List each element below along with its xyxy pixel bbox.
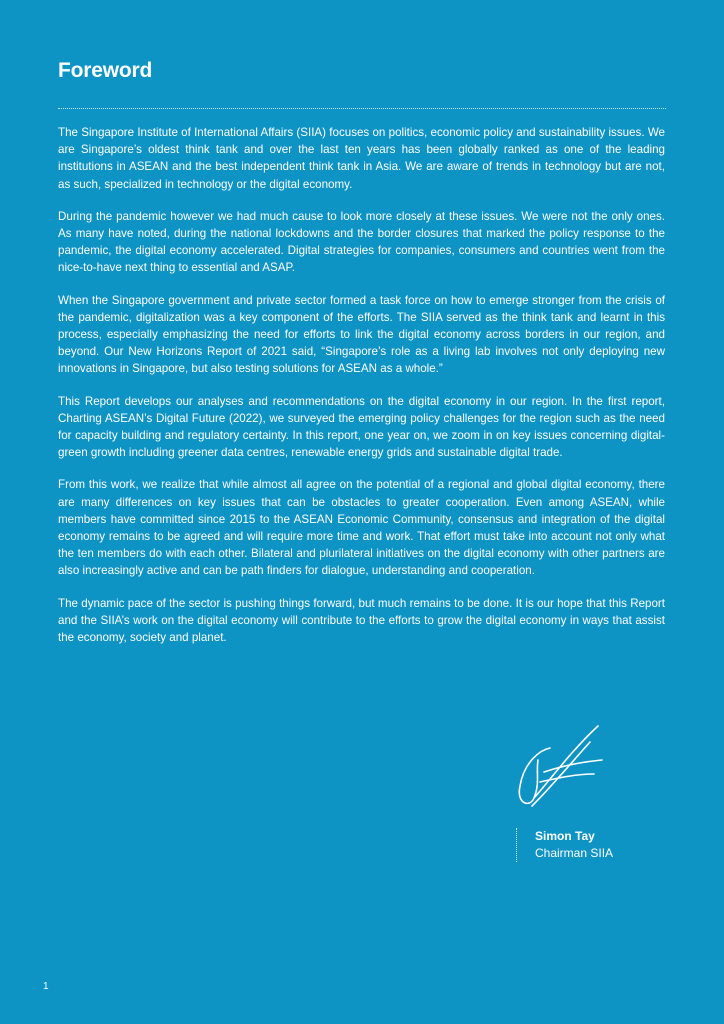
page-title: Foreword [58,59,153,82]
page-number: 1 [43,981,49,992]
paragraph: From this work, we realize that while almost all agree on the potential of a regional and global digital economy, there are many differences on key issues that can be obstacles to greater cooperation. Even among ASEAN, while members have committed since 2015 to the ASEAN Economic Community, consensus and integration of the digital economy remains to be agreed and will require more time and work. That effort must take into account not only what the ten members do with each other. Bilateral and plurilateral initiatives on the digital economy with other partners are also increasingly active and can be path finders for dialogue, understanding and cooperation. [58,478,665,578]
handwritten-signature [510,720,610,820]
signature-block [516,828,613,862]
signature-stroke [519,748,550,803]
paragraph: This Report develops our analyses and recommendations on the digital economy in our region. In the first report, Charting ASEAN’s Digital Future (2022), we surveyed the emerging policy challenges for the region such as the need for capacity building and regulatory certainty. In this report, one year on, we zoom in on key issues concerning digital-green growth including greener data centres, renewable energy grids and sustainable digital trade. [58,394,665,460]
signatory-name: Simon Tay [535,829,595,843]
signatory-title: Chairman SIIA [535,846,614,860]
paragraph: When the Singapore government and private sector formed a task force on how to emerge stronger from the crisis of the pandemic, digitalization was a key component of the efforts. The SIIA served as the think tank and learnt in this process, especially emphasizing the need for efforts to link the digital economy across borders in our region, and beyond. Our New Horizons Report of 2021 said, “Singapore’s role as a living lab involves not only deploying new innovations in Singapore, but also testing solutions for ASEAN as a whole.” [58,293,665,376]
signature-stroke [540,774,594,782]
paragraph: The dynamic pace of the sector is pushing things forward, but much remains to be done. It is our hope that this Report and the SIIA’s work on the digital economy will contribute to the efforts to grow the digital economy in ways that assist the economy, society and planet. [58,596,665,645]
paragraph: During the pandemic however we had much cause to look more closely at these issues. We were not the only ones. As many have noted, during the national lockdowns and the border closures that marked the policy response to the pandemic, the digital economy accelerated. Digital strategies for companies, consumers and countries went from the nice-to-have next thing to essential and ASAP. [58,209,665,275]
dotted-divider [58,108,666,109]
paragraph: The Singapore Institute of International Affairs (SIIA) focuses on politics, economic policy and sustainability issues. We are Singapore’s oldest think tank and over the last ten years has been globally ranked as one of the leading institutions in ASEAN and the best independent think tank in Asia. We are aware of trends in technology but are not, as such, specialized in technology or the digital economy. [58,126,665,191]
foreword-body [58,124,665,661]
